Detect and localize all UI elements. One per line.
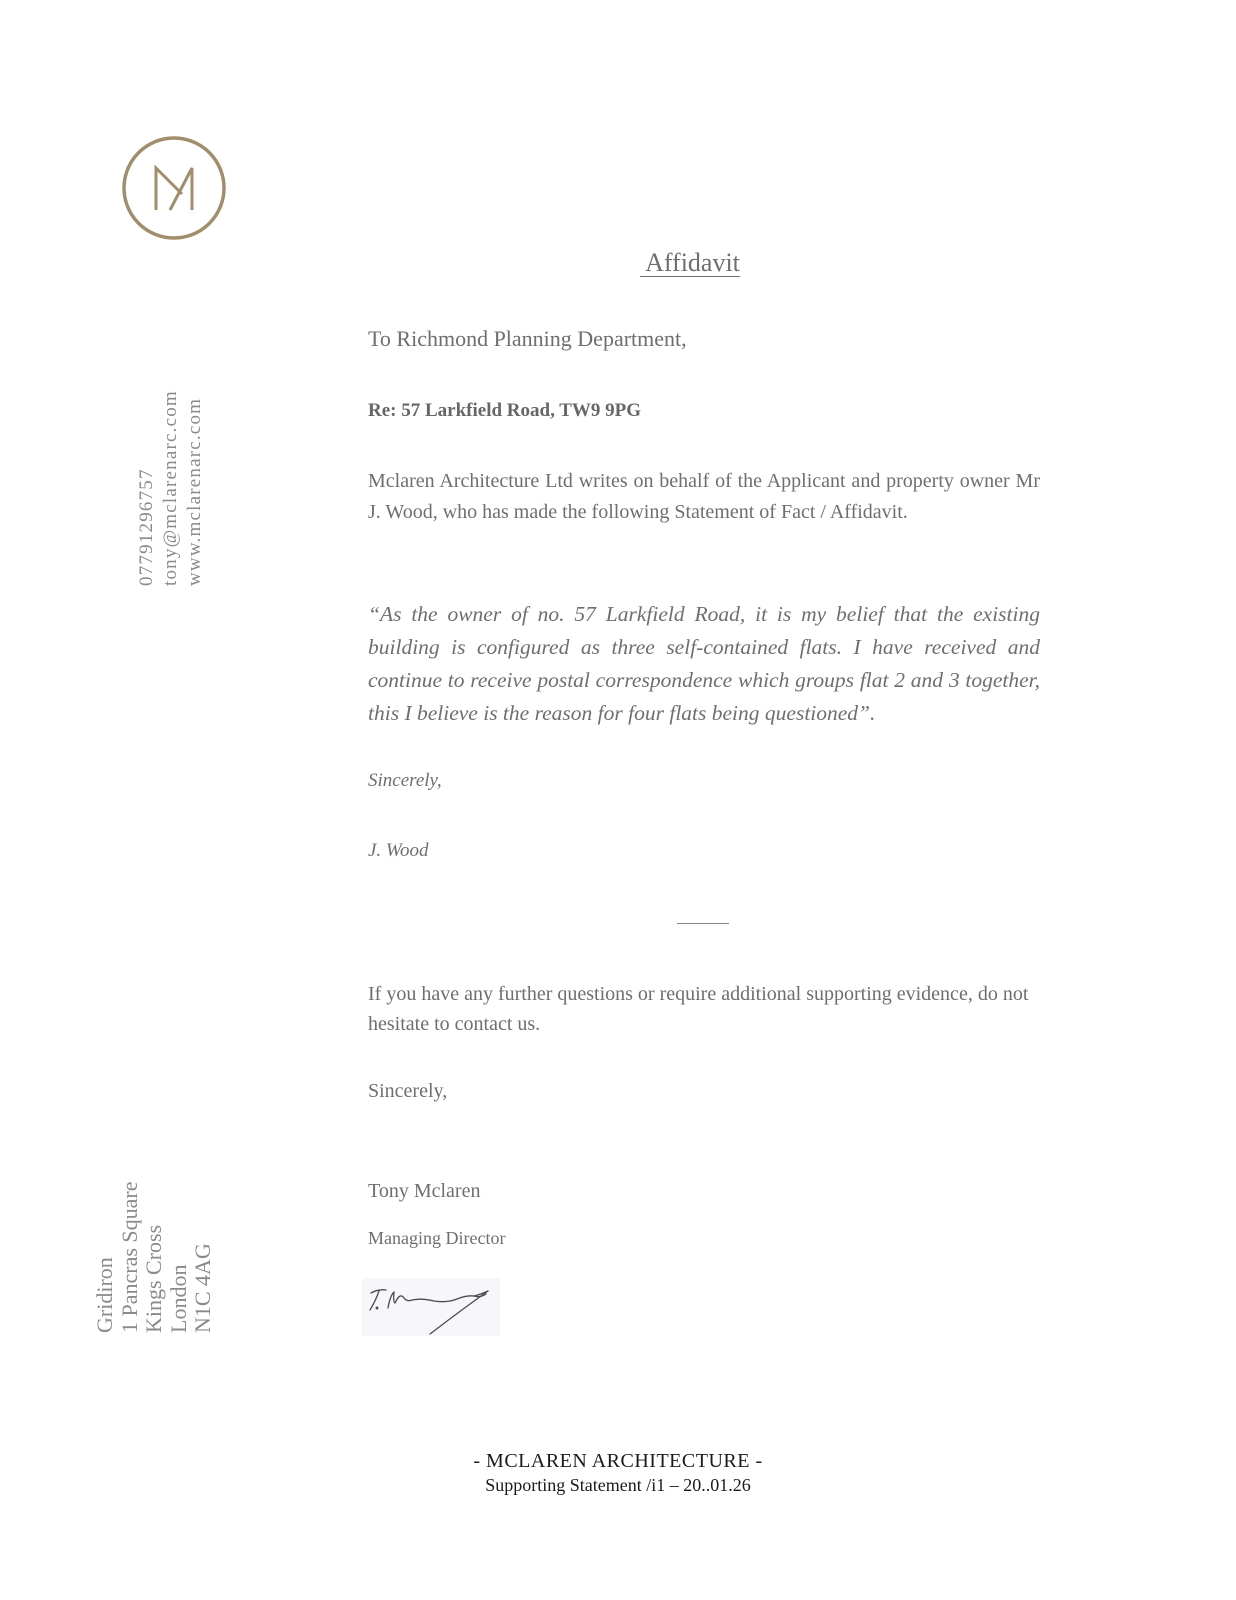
address-block [93, 1181, 216, 1333]
footer-brand: - MCLAREN ARCHITECTURE - [473, 1450, 763, 1472]
document-title: Affidavit [640, 248, 740, 277]
mclaren-logo [122, 136, 226, 240]
signoff: Sincerely, [368, 1080, 448, 1102]
intro-paragraph: Mclaren Architecture Ltd writes on behalf of the Applicant and property owner Mr J. Wood, who has made the following Statement of Fact / Affidavit. [368, 470, 1040, 523]
contact-email: tony@mclarenarc.com [160, 390, 181, 586]
closing-paragraph: If you have any further questions or require additional supporting evidence, do not hesitate to contact us. [368, 983, 1029, 1035]
handwritten-signature [362, 1278, 500, 1336]
greeting: To Richmond Planning Department, [368, 326, 687, 351]
contact-phone: 07791296757 [136, 468, 157, 586]
section-divider [677, 923, 729, 924]
contact-block [135, 390, 207, 586]
re-line: Re: 57 Larkfield Road, TW9 9PG [368, 400, 642, 421]
address-line: N1C 4AG [190, 1243, 215, 1333]
address-line: Kings Cross [141, 1224, 166, 1333]
footer-subtitle: Supporting Statement /i1 – 20..01.26 [485, 1475, 751, 1495]
signatory-name: Tony Mclaren [368, 1180, 481, 1202]
quote-author: J. Wood [368, 840, 429, 861]
quote-signoff: Sincerely, [368, 770, 442, 791]
affidavit-quote: “As the owner of no. 57 Larkfield Road, it is my belief that the existing building is configured as three self-contained flats. I have received and continue to receive postal correspondence which groups flat 2 and 3 together, this I believe is the reason for four flats being questioned”. [368, 602, 1040, 725]
address-line: 1 Pancras Square [116, 1181, 142, 1333]
address-line: Gridiron [92, 1257, 117, 1333]
contact-website: www.mclarenarc.com [184, 397, 205, 586]
address-line: London [165, 1264, 191, 1333]
signatory-title: Managing Director [368, 1228, 506, 1248]
